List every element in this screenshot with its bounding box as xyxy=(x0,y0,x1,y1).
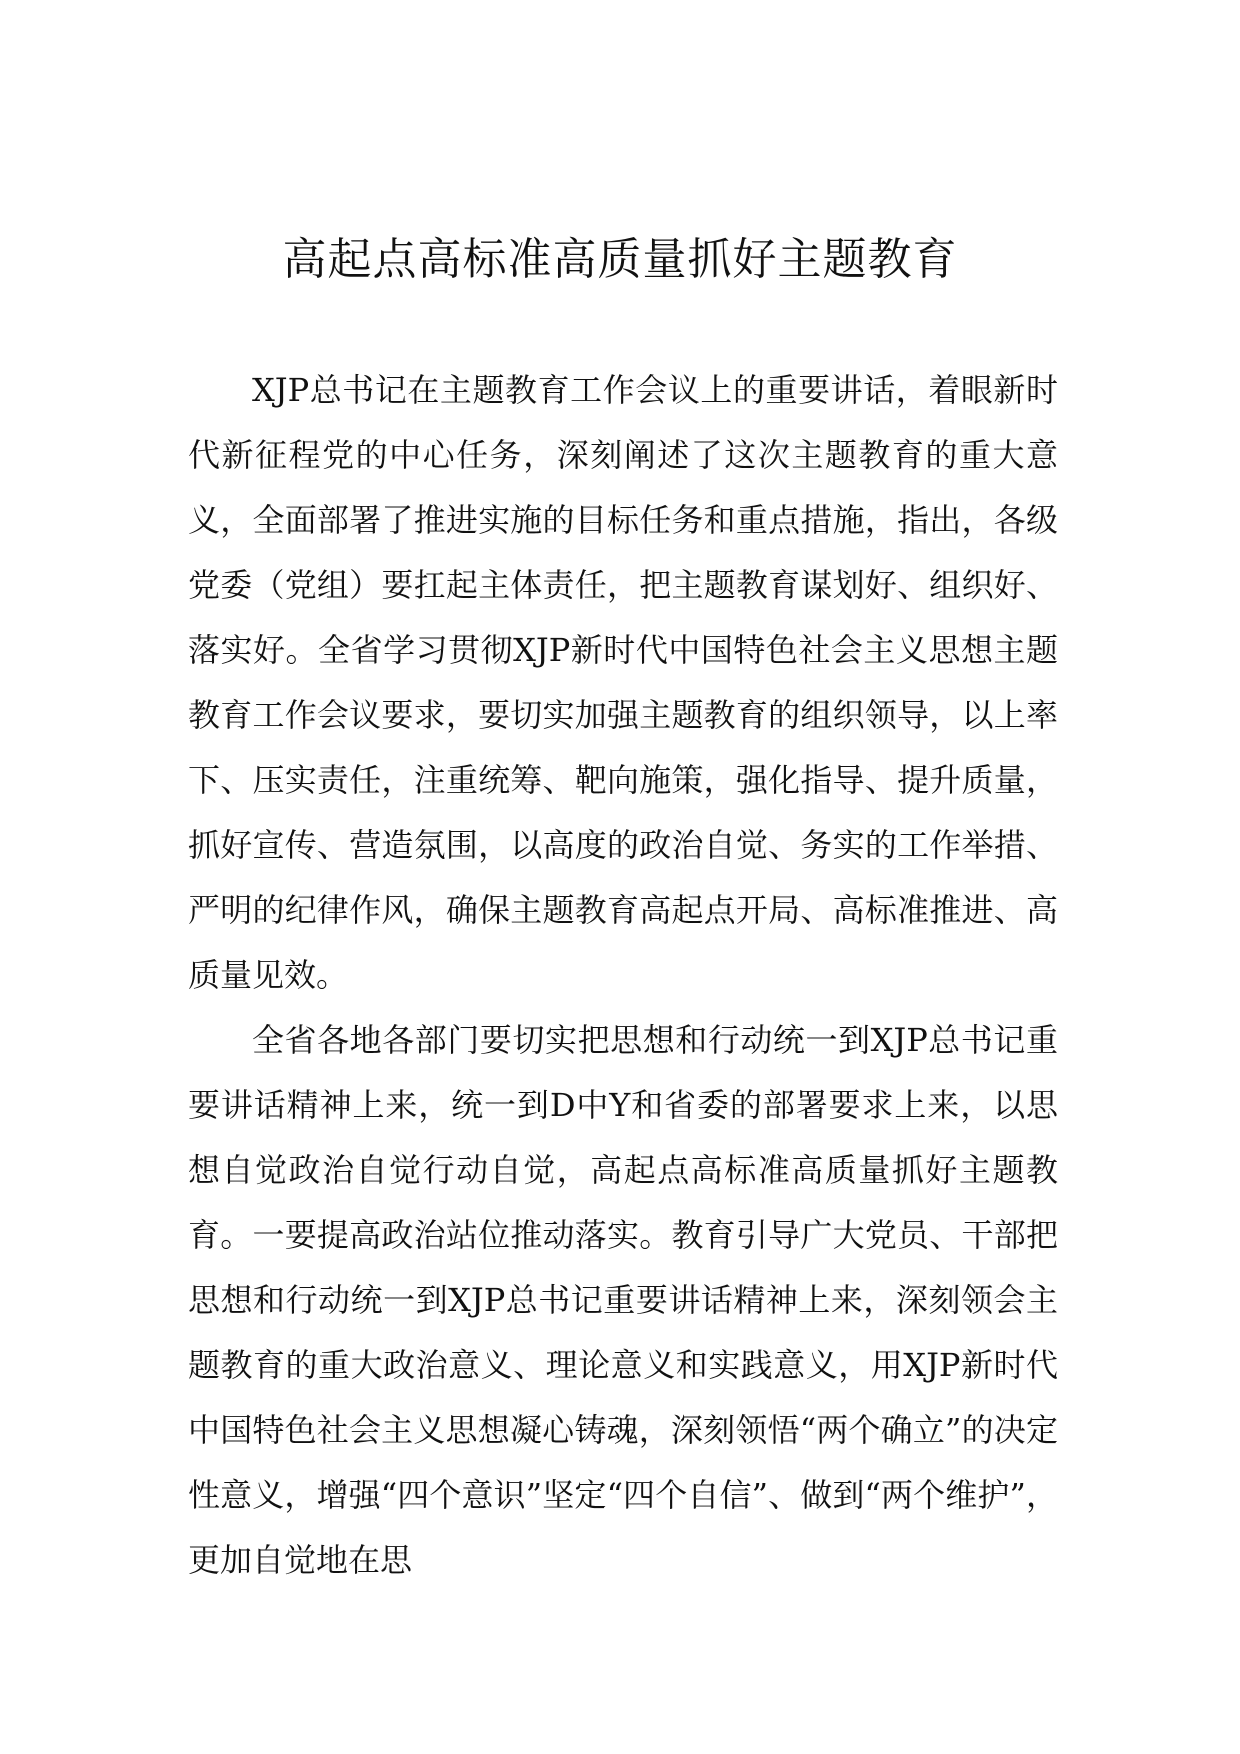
paragraph-1: XJP总书记在主题教育工作会议上的重要讲话，着眼新时代新征程党的中心任务，深刻阐述了这次主题教育的重大意义，全面部署了推进实施的目标任务和重点措施，指出，各级党委（党组）要扛起主体责任，把主题教育谋划好、组织好、落实好。全省学习贯彻XJP新时代中国特色社会主义思想主题教育工作会议要求，要切实加强主题教育的组织领导，以上率下、压实责任，注重统筹、靶向施策，强化指导、提升质量，抓好宣传、营造氛围，以高度的政治自觉、务实的工作举措、严明的纪律作风，确保主题教育高起点开局、高标准推进、高质量见效。 xyxy=(188,371,1058,994)
document-body xyxy=(188,358,1058,1593)
paragraph-2: 全省各地各部门要切实把思想和行动统一到XJP总书记重要讲话精神上来，统一到D中Y和省委的部署要求上来，以思想自觉政治自觉行动自觉，高起点高标准高质量抓好主题教育。一要提高政治站位推动落实。教育引导广大党员、干部把思想和行动统一到XJP总书记重要讲话精神上来，深刻领会主题教育的重大政治意义、理论意义和实践意义，用XJP新时代中国特色社会主义思想凝心铸魂，深刻领悟“两个确立”的决定性意义，增强“四个意识”坚定“四个自信”、做到“两个维护”，更加自觉地在思 xyxy=(188,1021,1058,1579)
document-title: 高起点高标准高质量抓好主题教育 xyxy=(282,234,958,285)
